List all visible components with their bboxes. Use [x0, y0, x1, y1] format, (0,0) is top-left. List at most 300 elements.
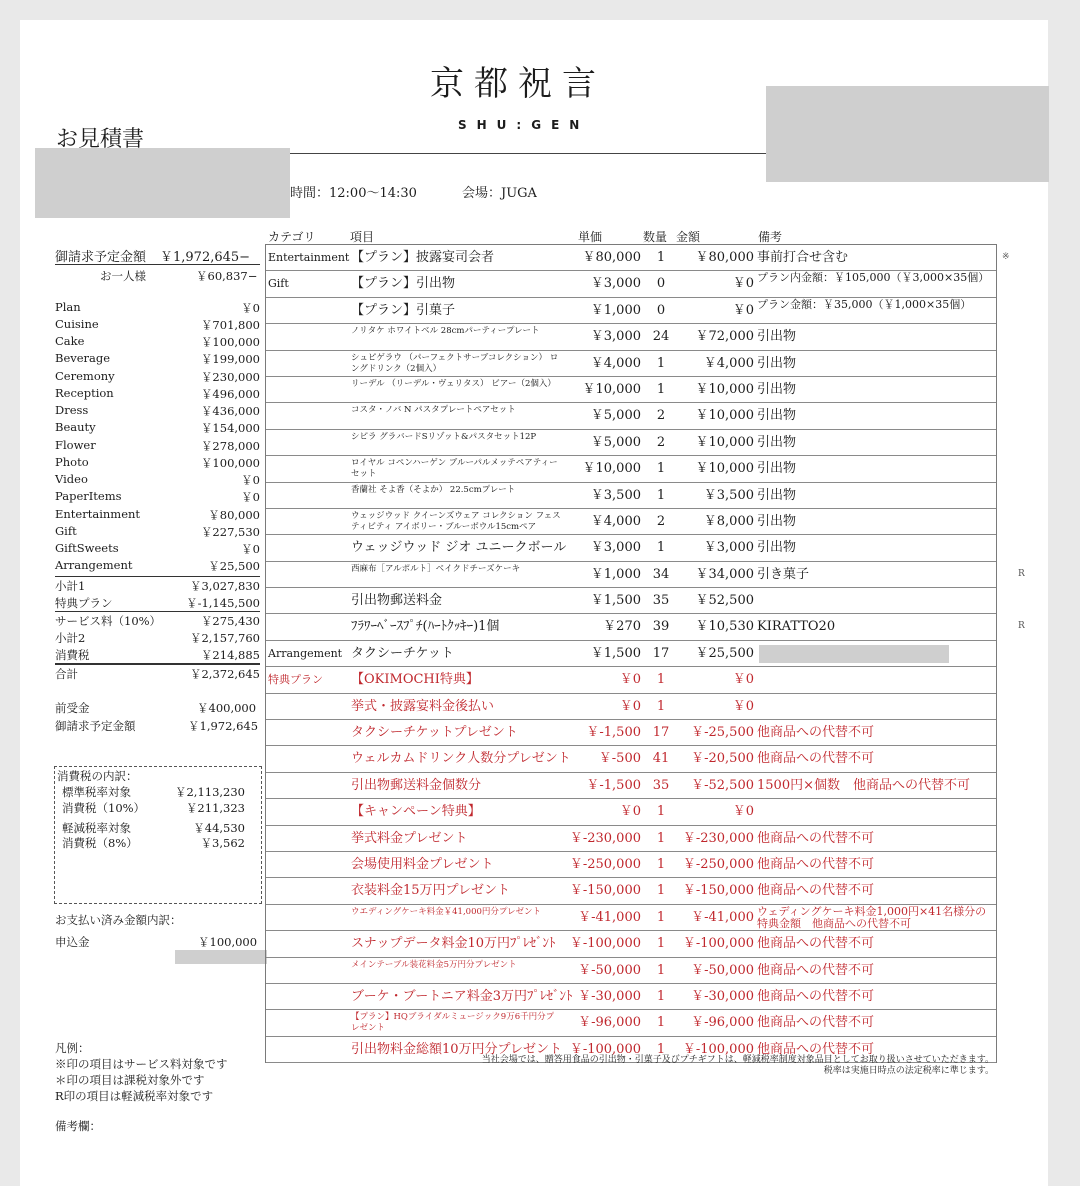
summary-label: 小計1 — [55, 579, 86, 593]
brand-logo-japanese: 京都祝言 — [430, 64, 606, 104]
row-item: 【プラン】引菓子 — [351, 302, 456, 318]
row-unit-price: ￥-500 — [598, 751, 641, 767]
row-unit-price: ￥-150,000 — [569, 883, 641, 899]
summary-value: ￥0 — [241, 490, 260, 504]
summary-value: ￥100,000 — [200, 456, 260, 470]
row-item: タクシーチケット — [351, 645, 454, 661]
row-note: 引出物 — [757, 513, 797, 529]
row-qty: 1 — [656, 250, 666, 265]
table-row — [266, 1010, 996, 1036]
row-qty: 1 — [656, 909, 666, 925]
row-unit-price: ￥1,000 — [590, 302, 641, 318]
summary-row — [55, 613, 260, 629]
row-amount: ￥-41,000 — [691, 909, 754, 925]
summary-value: ￥25,500 — [208, 559, 260, 573]
row-note: 他商品への代替不可 — [757, 830, 875, 846]
row-item: スナップデータ料金10万円ﾌﾟﾚｾﾞﾝﾄ — [351, 936, 556, 952]
row-item: 【プラン】披露宴司会者 — [351, 250, 495, 265]
summary-value: ￥701,800 — [200, 318, 260, 332]
summary-value: ￥230,000 — [200, 370, 260, 384]
redacted-block-customer — [35, 148, 290, 218]
row-qty: 1 — [656, 672, 666, 688]
row-item: コスタ・ノバ N パスタプレートペアセット — [351, 405, 516, 416]
summary-label: PaperItems — [55, 489, 122, 503]
row-unit-price: ￥-100,000 — [569, 936, 641, 952]
legend-line-3: R印の項目は軽減税率対象です — [55, 1089, 214, 1103]
table-row — [266, 878, 996, 904]
summary-row — [55, 595, 260, 611]
table-row — [266, 588, 996, 614]
row-unit-price: ￥-30,000 — [578, 988, 641, 1004]
row-unit-price: ￥4,000 — [590, 513, 641, 529]
row-note: 他商品への代替不可 — [757, 962, 875, 978]
row-note: プラン内金額：￥105,000（￥3,000×35個） — [757, 271, 990, 285]
billing-total-value: ￥1,972,645− — [160, 250, 251, 265]
summary-label: 消費税 — [55, 648, 90, 662]
summary-label: Dress — [55, 403, 89, 417]
row-item: 【プラン】HQブライダルミュージック9万6千円分プレゼント — [351, 1012, 555, 1034]
row-note: 他商品への代替不可 — [757, 936, 875, 952]
remarks-label: 備考欄： — [55, 1119, 101, 1133]
summary-row — [55, 351, 260, 365]
row-amount: ￥-25,500 — [691, 725, 754, 741]
row-unit-price: ￥3,000 — [590, 276, 641, 292]
summary-value: ￥100,000 — [200, 335, 260, 349]
summary-label: 小計2 — [55, 631, 86, 645]
event-time: 時間：12:00〜14:30 — [290, 186, 417, 201]
row-note: 引出物 — [757, 540, 797, 556]
row-qty: 17 — [652, 725, 670, 741]
summary-row — [55, 369, 260, 383]
summary-row — [55, 666, 260, 682]
summary-label: Reception — [55, 386, 114, 400]
table-row — [266, 641, 996, 667]
summary-value: ￥0 — [241, 473, 260, 487]
row-amount: ￥-50,000 — [691, 962, 754, 978]
header-amount: 金額 — [676, 230, 701, 244]
row-category: 特典プラン — [268, 673, 323, 687]
row-unit-price: ￥-250,000 — [569, 856, 641, 872]
row-unit-price: ￥5,000 — [590, 434, 641, 450]
table-row — [266, 351, 996, 377]
summary-row — [55, 630, 260, 646]
paid-value: ￥100,000 — [198, 935, 258, 949]
row-item: ウエディングケーキ料金￥41,000円分プレゼント — [351, 906, 542, 917]
row-amount: ￥10,000 — [695, 381, 754, 397]
summary-row — [55, 578, 260, 594]
row-qty: 2 — [656, 434, 666, 450]
summary-label: Plan — [55, 300, 81, 314]
row-unit-price: ￥-100,000 — [569, 1041, 641, 1057]
footnote-line-1: 当社会場では、贈答用食品の引出物・引菓子及びプチギフトは、軽減税率制度対象品目としてお取り扱いさせていただきます。 — [481, 1055, 994, 1065]
legend-line-1: ※印の項目はサービス料対象です — [55, 1057, 228, 1071]
tax-row-value: ￥3,562 — [200, 836, 245, 850]
row-unit-price: ￥-1,500 — [586, 725, 641, 741]
row-amount: ￥0 — [732, 302, 754, 318]
row-note: 引出物 — [757, 408, 797, 424]
summary-label: Flower — [55, 438, 96, 452]
header-note: 備考 — [758, 230, 783, 244]
row-item: 挙式料金プレゼント — [351, 830, 468, 846]
row-qty: 1 — [656, 355, 666, 371]
summary-value: ￥227,530 — [200, 525, 260, 539]
row-amount: ￥3,500 — [703, 487, 754, 503]
row-qty: 1 — [656, 1041, 666, 1057]
row-item: ブーケ・ブートニア料金3万円ﾌﾟﾚｾﾞﾝﾄ — [351, 988, 573, 1004]
row-amount: ￥-52,500 — [691, 777, 754, 793]
table-row — [266, 483, 996, 509]
row-amount: ￥10,000 — [695, 461, 754, 477]
row-item: 引出物料金総額10万円分プレゼント — [351, 1041, 563, 1057]
summary-value: ￥199,000 — [200, 352, 260, 366]
row-item: ノリタケ ホワイトベル 28cmパーティープレート — [351, 326, 540, 337]
row-item: メインテーブル装花料金5万円分プレゼント — [351, 959, 517, 970]
row-unit-price: ￥0 — [619, 698, 641, 714]
row-mark: R — [1018, 568, 1025, 579]
row-qty: 1 — [656, 962, 666, 978]
table-row — [266, 984, 996, 1010]
row-unit-price: ￥0 — [619, 804, 641, 820]
row-amount: ￥3,000 — [703, 540, 754, 556]
summary-value: ￥275,430 — [200, 614, 260, 628]
row-item: シュピゲラウ （パーフェクトサーブコレクション） ロングドリンク（2個入） — [351, 352, 559, 374]
footnote-line-2: 税率は実施日時点の法定税率に準じます。 — [823, 1066, 994, 1076]
header-item: 項目 — [350, 230, 375, 244]
table-row — [266, 614, 1025, 640]
row-note: 他商品への代替不可 — [757, 1041, 875, 1057]
row-qty: 34 — [652, 566, 670, 582]
title-divider — [290, 153, 766, 154]
items-table — [265, 244, 1025, 1063]
table-row — [266, 535, 996, 561]
row-category: Gift — [268, 277, 289, 291]
row-qty: 35 — [652, 777, 670, 793]
table-row — [266, 456, 996, 482]
legend-line-2: ＊印の項目は課税対象外です — [55, 1073, 205, 1087]
billing2-label: 御請求予定金額 — [55, 719, 136, 733]
row-unit-price: ￥10,000 — [582, 461, 641, 477]
summary-row — [55, 524, 260, 538]
summary-value: ￥496,000 — [200, 387, 260, 401]
row-item: ウェッジウッド ジオ ユニークボール — [351, 540, 567, 556]
row-note: 事前打合せ含む — [757, 250, 849, 265]
row-qty: 41 — [652, 751, 670, 767]
summary-row — [55, 541, 260, 555]
row-qty: 1 — [656, 698, 666, 714]
summary-row — [55, 300, 260, 314]
table-row — [266, 245, 1010, 271]
redacted-block-payment — [175, 950, 267, 964]
tax-breakdown-title: 消費税の内訳： — [57, 769, 138, 783]
row-amount: ￥72,000 — [695, 329, 754, 345]
row-amount: ￥10,000 — [695, 408, 754, 424]
row-note: 引出物 — [757, 381, 797, 397]
tax-row-value: ￥211,323 — [185, 801, 245, 815]
per-person-value: ￥60,837− — [196, 269, 258, 283]
summary-label: Beauty — [55, 420, 96, 434]
row-amount: ￥-100,000 — [682, 1041, 754, 1057]
row-mark: R — [1018, 621, 1025, 632]
billing-total-label: 御請求予定金額 — [55, 250, 147, 265]
row-qty: 24 — [652, 329, 670, 345]
row-note: 引出物 — [757, 461, 797, 477]
row-amount: ￥52,500 — [695, 593, 754, 609]
table-row — [266, 905, 996, 931]
table-row — [266, 958, 996, 984]
billing2-value: ￥1,972,645 — [188, 719, 259, 733]
paid-label: 申込金 — [55, 935, 90, 949]
table-row — [266, 720, 996, 746]
tax-row-value: ￥2,113,230 — [174, 785, 245, 799]
row-item: シピラ グラバードSリゾット&パスタセット12P — [351, 431, 537, 442]
table-row — [266, 799, 996, 825]
summary-label: Video — [55, 472, 88, 486]
row-amount: ￥-100,000 — [682, 936, 754, 952]
summary-value: ￥3,027,830 — [189, 579, 260, 593]
tax-row — [62, 835, 245, 851]
summary-label: 合計 — [55, 667, 78, 681]
summary-label: Arrangement — [55, 558, 133, 572]
summary-row — [55, 420, 260, 434]
row-unit-price: ￥0 — [619, 672, 641, 688]
tax-row — [62, 800, 245, 816]
summary-label: Entertainment — [55, 507, 141, 521]
table-row — [266, 562, 1025, 588]
row-note: 他商品への代替不可 — [757, 856, 875, 872]
summary-label: Gift — [55, 524, 77, 538]
row-item: タクシーチケットプレゼント — [351, 725, 518, 741]
table-row — [266, 746, 996, 772]
legend-title: 凡例： — [55, 1041, 90, 1055]
row-category: Entertainment — [268, 251, 350, 264]
row-amount: ￥25,500 — [695, 645, 754, 661]
row-qty: 1 — [656, 883, 666, 899]
row-amount: ￥-30,000 — [691, 988, 754, 1004]
row-amount: ￥0 — [732, 672, 754, 688]
table-row — [266, 773, 996, 799]
row-qty: 1 — [656, 804, 666, 820]
table-row — [266, 324, 996, 350]
summary-value: ￥2,372,645 — [189, 667, 260, 681]
summary-row — [55, 438, 260, 452]
row-qty: 1 — [656, 461, 666, 477]
summary-value: ￥436,000 — [200, 404, 260, 418]
tax-row-label: 標準税率対象 — [62, 785, 131, 799]
document-title: お見積書 — [56, 127, 145, 152]
row-note: プラン金額：￥35,000（￥1,000×35個） — [757, 297, 972, 311]
row-item: 引出物郵送料金 — [351, 593, 443, 609]
summary-row — [55, 647, 260, 663]
table-row — [266, 377, 996, 403]
table-row — [266, 430, 996, 456]
row-qty: 2 — [656, 408, 666, 424]
table-row — [266, 667, 996, 693]
row-qty: 35 — [652, 593, 670, 609]
row-unit-price: ￥4,000 — [590, 355, 641, 371]
row-amount: ￥4,000 — [703, 355, 754, 371]
summary-label: GiftSweets — [55, 541, 119, 555]
row-amount: ￥10,000 — [695, 434, 754, 450]
row-qty: 2 — [656, 513, 666, 529]
row-unit-price: ￥270 — [603, 619, 641, 635]
summary-label: Cake — [55, 334, 85, 348]
row-amount: ￥-96,000 — [691, 1015, 754, 1031]
row-note: 引出物 — [757, 329, 797, 345]
summary-value: ￥278,000 — [200, 439, 260, 453]
row-note: 他商品への代替不可 — [757, 751, 875, 767]
row-category: Arrangement — [268, 646, 343, 660]
summary-value: ￥154,000 — [200, 421, 260, 435]
row-qty: 17 — [652, 645, 670, 661]
summary-label: Photo — [55, 455, 89, 469]
row-item: リーデル （リーデル・ヴェリタス） ビアー（2個入） — [351, 378, 556, 389]
header-unit-price: 単価 — [578, 230, 603, 244]
row-item: ﾌﾗﾜｰﾍﾞｰｽﾌﾟﾁ(ﾊｰﾄｸｯｷｰ)1個 — [351, 619, 500, 635]
summary-value: ￥0 — [241, 301, 260, 315]
summary-label: Beverage — [55, 351, 111, 365]
row-amount: ￥80,000 — [695, 250, 754, 265]
row-unit-price: ￥1,500 — [590, 593, 641, 609]
summary-divider-1 — [55, 576, 260, 577]
row-note: 引出物 — [757, 355, 797, 371]
row-unit-price: ￥-50,000 — [578, 962, 641, 978]
row-item: 【OKIMOCHI特典】 — [351, 672, 479, 688]
redacted-block-top-right — [766, 86, 1049, 182]
summary-divider-2 — [55, 611, 260, 612]
event-venue: 会場：JUGA — [462, 186, 537, 201]
row-item: 【プラン】引出物 — [351, 276, 456, 292]
row-unit-price: ￥5,000 — [590, 408, 641, 424]
row-unit-price: ￥-41,000 — [578, 909, 641, 925]
summary-label: Ceremony — [55, 369, 115, 383]
row-note: 引出物 — [757, 434, 797, 450]
row-unit-price: ￥-96,000 — [578, 1015, 641, 1031]
row-item: ウェッジウッド クイーンズウェア コレクション フェスティビティ アイボリー・ブルーボウル15cmペア — [351, 510, 561, 532]
row-note: 1500円×個数 他商品への代替不可 — [757, 777, 970, 793]
row-amount: ￥0 — [732, 698, 754, 714]
row-unit-price: ￥-1,500 — [586, 777, 641, 793]
row-item: 【キャンペーン特典】 — [351, 804, 481, 820]
summary-row — [55, 558, 260, 572]
tax-row-label: 消費税（10%） — [62, 801, 146, 815]
row-item: 会場使用料金プレゼント — [351, 856, 494, 872]
summary-row — [55, 334, 260, 348]
redacted-note — [759, 645, 949, 663]
brand-logo-english: SHU:GEN — [458, 118, 590, 132]
summary-value: ￥80,000 — [208, 508, 260, 522]
row-qty: 0 — [656, 302, 666, 318]
row-note: 他商品への代替不可 — [757, 1015, 875, 1031]
row-qty: 1 — [656, 856, 666, 872]
table-row — [266, 852, 996, 878]
summary-label: Cuisine — [55, 317, 99, 331]
row-item: 衣装料金15万円プレゼント — [351, 883, 511, 899]
row-note: KIRATTO20 — [757, 619, 836, 635]
row-unit-price: ￥-230,000 — [569, 830, 641, 846]
row-qty: 39 — [652, 619, 670, 635]
summary-label: サービス料（10%） — [55, 614, 162, 628]
row-unit-price: ￥10,000 — [582, 381, 641, 397]
row-amount: ￥-20,500 — [691, 751, 754, 767]
row-qty: 1 — [656, 936, 666, 952]
summary-row — [55, 317, 260, 331]
header-category: カテゴリ — [268, 230, 316, 244]
row-item: 香蘭社 そよ香（そよか） 22.5cmプレート — [351, 484, 516, 495]
row-amount: ￥0 — [732, 276, 754, 292]
table-row — [266, 403, 996, 429]
row-qty: 1 — [656, 487, 666, 503]
row-note: 引出物 — [757, 487, 797, 503]
row-unit-price: ￥80,000 — [582, 250, 641, 265]
summary-value: ￥214,885 — [200, 648, 260, 662]
row-unit-price: ￥1,000 — [590, 566, 641, 582]
row-amount: ￥0 — [732, 804, 754, 820]
row-qty: 0 — [656, 276, 666, 292]
row-unit-price: ￥3,000 — [590, 329, 641, 345]
row-unit-price: ￥1,500 — [590, 645, 641, 661]
summary-row — [55, 472, 260, 486]
deposit-label: 前受金 — [55, 701, 90, 715]
summary-label: 特典プラン — [55, 596, 113, 610]
row-unit-price: ￥3,500 — [590, 487, 641, 503]
row-note: 他商品への代替不可 — [757, 988, 875, 1004]
deposit-value: ￥400,000 — [197, 701, 257, 715]
row-amount: ￥-150,000 — [682, 883, 754, 899]
row-qty: 1 — [656, 988, 666, 1004]
row-amount: ￥-230,000 — [682, 830, 754, 846]
row-qty: 1 — [656, 1015, 666, 1031]
row-amount: ￥-250,000 — [682, 856, 754, 872]
table-row — [266, 694, 996, 720]
row-note: 引き菓子 — [757, 566, 810, 582]
row-qty: 1 — [656, 830, 666, 846]
row-amount: ￥34,000 — [695, 566, 754, 582]
summary-row — [55, 386, 260, 400]
table-row — [266, 826, 996, 852]
row-amount: ￥8,000 — [703, 513, 754, 529]
row-unit-price: ￥3,000 — [590, 540, 641, 556]
row-item: 挙式・披露宴料金後払い — [351, 698, 495, 714]
row-note: 他商品への代替不可 — [757, 883, 875, 899]
summary-value: ￥-1,145,500 — [186, 596, 260, 610]
row-item: ウェルカムドリンク人数分プレゼント — [351, 751, 571, 767]
tax-row-label: 軽減税率対象 — [62, 821, 131, 835]
summary-row — [55, 507, 260, 521]
table-row — [266, 271, 996, 297]
row-qty: 1 — [656, 381, 666, 397]
tax-row-value: ￥44,530 — [193, 821, 245, 835]
per-person-label: お一人様 — [100, 269, 146, 283]
row-item: ロイヤル コペンハーゲン ブルーパルメッテペアティーセット — [351, 458, 558, 480]
row-amount: ￥10,530 — [695, 619, 754, 635]
row-note: ウェディングケーキ料金1,000円×41名様分の特典金額 他商品への代替不可 — [757, 904, 987, 930]
billing-underline — [55, 264, 260, 265]
table-row — [266, 298, 996, 324]
paid-title: お支払い済み金額内訳： — [55, 913, 182, 927]
summary-value: ￥0 — [241, 542, 260, 556]
tax-row — [62, 820, 245, 836]
row-note: 他商品への代替不可 — [757, 725, 875, 741]
summary-row — [55, 403, 260, 417]
summary-divider-3 — [55, 663, 260, 665]
row-item: 引出物郵送料金個数分 — [351, 777, 482, 793]
table-row — [266, 931, 996, 957]
summary-value: ￥2,157,760 — [189, 631, 260, 645]
tax-row-label: 消費税（8%） — [62, 836, 138, 850]
tax-row — [62, 784, 245, 800]
summary-row — [55, 455, 260, 469]
row-qty: 1 — [656, 540, 666, 556]
